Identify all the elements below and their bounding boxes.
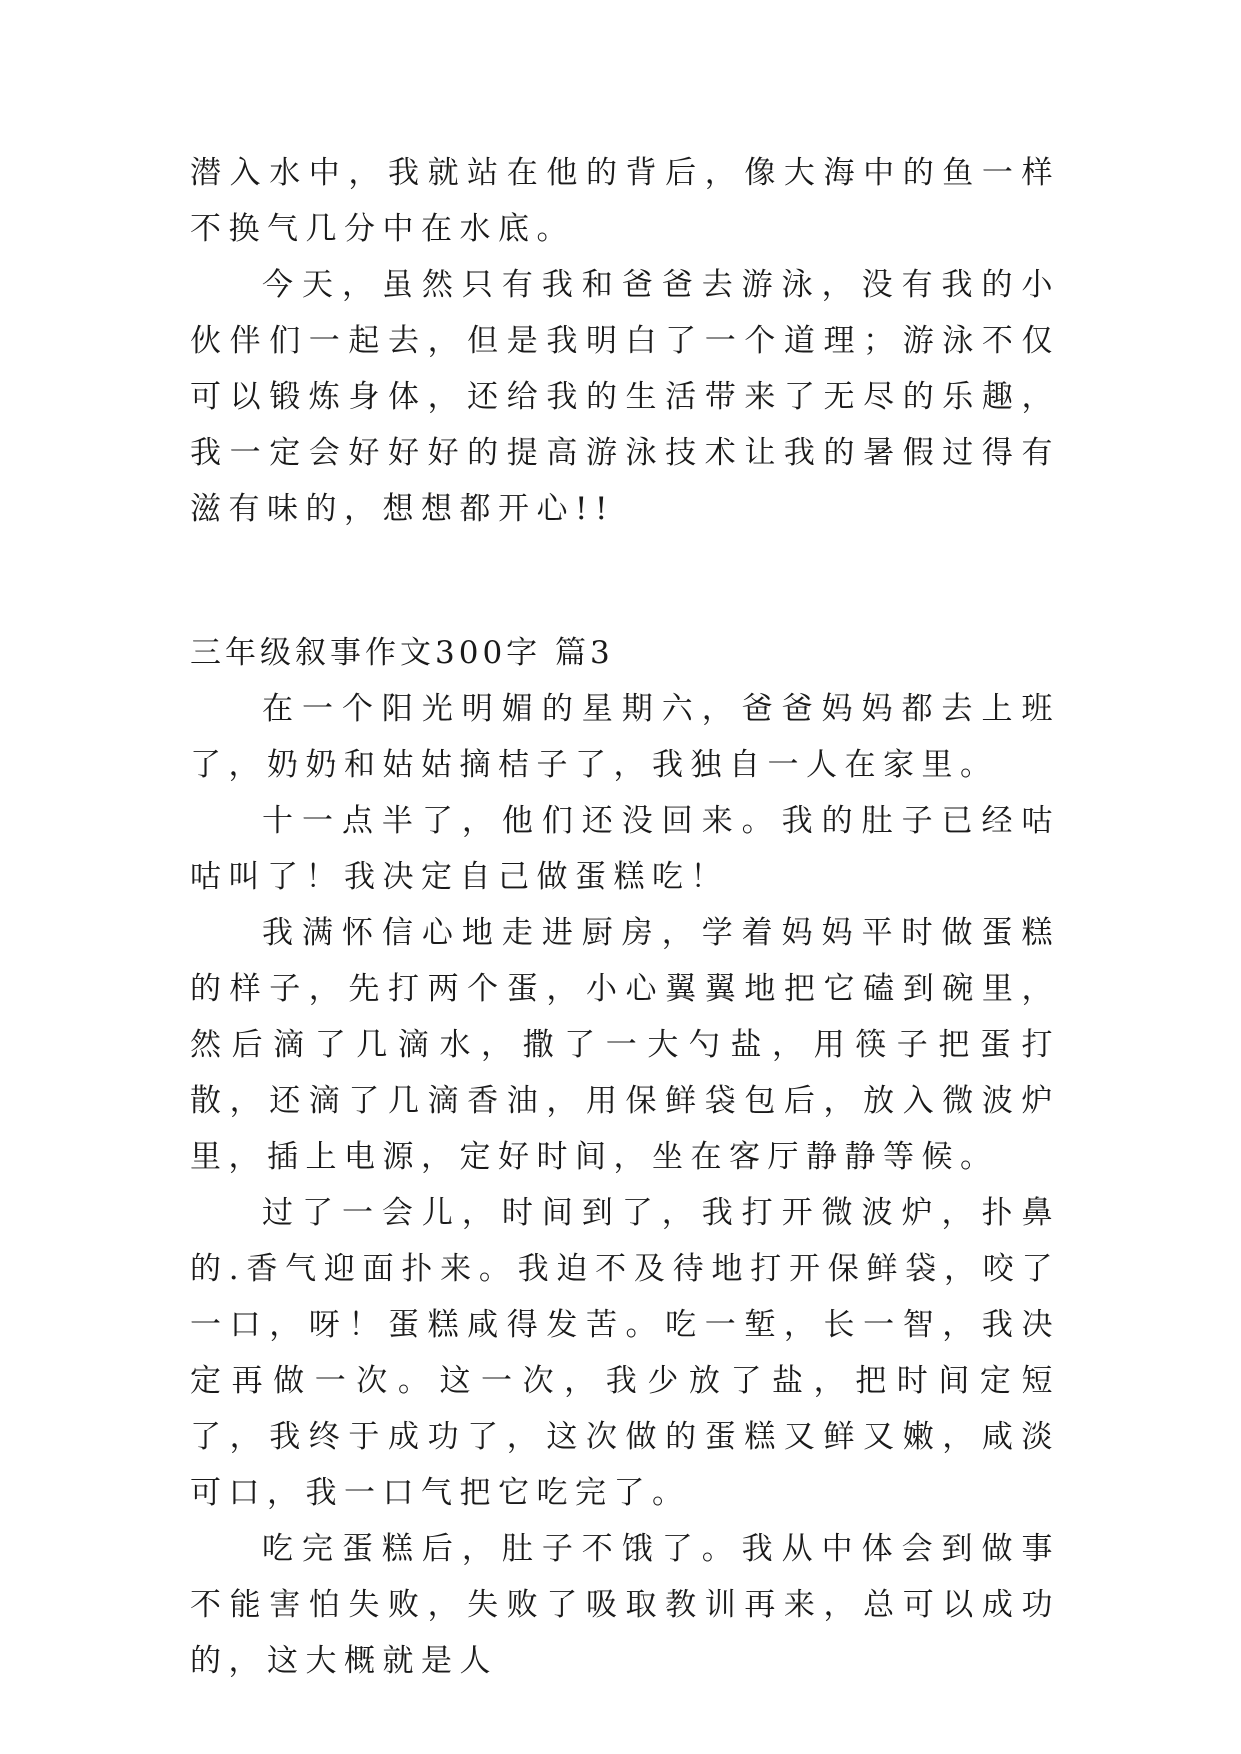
paragraph: 潜入水中，我就站在他的背后，像大海中的鱼一样不换气几分中在水底。 xyxy=(190,155,1060,247)
paragraph: 十一点半了，他们还没回来。我的肚子已经咕咕叫了！我决定自己做蛋糕吃！ xyxy=(190,803,1060,895)
document-body xyxy=(190,145,1060,1689)
paragraph: 今天，虽然只有我和爸爸去游泳，没有我的小伙伴们一起去，但是我明白了一个道理；游泳不仅可以锻炼身体，还给我的生活带来了无尽的乐趣，我一定会好好好的提高游泳技术让我的暑假过得有滋有味的，想想都开心!! xyxy=(190,267,1060,527)
paragraph: 在一个阳光明媚的星期六，爸爸妈妈都去上班了，奶奶和姑姑摘桔子了，我独自一人在家里。 xyxy=(190,691,1060,783)
paragraph: 我满怀信心地走进厨房，学着妈妈平时做蛋糕的样子，先打两个蛋，小心翼翼地把它磕到碗里，然后滴了几滴水，撒了一大勺盐，用筷子把蛋打散，还滴了几滴香油，用保鲜袋包后，放入微波炉里，插上电源，定好时间，坐在客厅静静等候。 xyxy=(190,915,1060,1175)
section-spacer xyxy=(190,537,1060,625)
section-heading: 三年级叙事作文300字 篇3 xyxy=(190,635,614,671)
paragraph: 过了一会儿，时间到了，我打开微波炉，扑鼻的.香气迎面扑来。我迫不及待地打开保鲜袋，咬了一口，呀！蛋糕咸得发苦。吃一堑，长一智，我决定再做一次。这一次，我少放了盐，把时间定短了，我终于成功了，这次做的蛋糕又鲜又嫩，咸淡可口，我一口气把它吃完了。 xyxy=(190,1195,1060,1511)
paragraph: 吃完蛋糕后，肚子不饿了。我从中体会到做事不能害怕失败，失败了吸取教训再来，总可以成功的，这大概就是人 xyxy=(190,1531,1060,1679)
